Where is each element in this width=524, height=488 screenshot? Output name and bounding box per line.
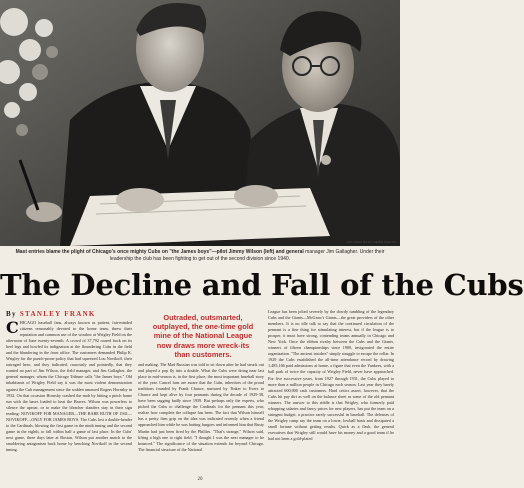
column-3-text: League has been jolted severely by the dowdy tumbling of the legendary Cubs and the Giants—McGraw's Giants—the great providers of the other members. It is no idle talk to say that the continued circulation of the pennant is a fine thing for stimulating interest, but if the league is to prosper, it must have strong, contending teams annually in Chicago and New York. Once the ribbon rivalry between the Cubs and the Giants, winners of fifteen championships since 1900, invigorated the entire organization. "The ancient insiders" simply struggle to escape the cellar. In 1929 the Cubs established the all-time attendance record by drawing 1,485,166 paid admissions at home, a figure that even the Yankees, with a ball park of twice the capacity of Wrigley Field, never have approached. For five successive years, from 1927 through 1931, the Cubs played to more than a million people in Chicago each season. Last year they barely attracted 600,000 cash customers. Hard critics assert, however, that the Cubs hit pay dirt as well on the balance sheet as some of the old pennant winners. The answer to this riddle is that Wrigley, who formerly paid whopping salaries and fancy prices for new players, has put the team on a stringent budget, a practice rarely successful in baseball. The defenses of the Wrigley camp say the team on a lower, lowball basis and dissipated a small fortune without getting results. Quick as a flash, the general executives that Wrigley still would have his money and a good team if he had not been a gold-plated — [268, 309, 394, 441]
pull-quote: Outraded, outsmarted, outplayed, the one-time gold mine of the National League now draws more wreck-its than customers. — [152, 313, 254, 359]
column-1-text: HICAGO baseball fans, always known as patient, fair-minded citizens reasonably devoted to the home team, threw their reputation and common use of the window at Wrigley Field on the afternoon of June twenty-seventh. A crowd of 37,792 roared back on its heel legs and howled its indignation at the floundering Cubs in the field and the blundering in the front office. The customers demanded Philip K. Wrigley for the punch-prone policy that had squeezed Lou Novikoff, their outraged hero, and they indicated, raucously and pointedly, that they wanted no part of Jim Wilson, the field manager, and Jim Gallagher, the general manager, whom the Chicago Tribune calls "the James boys." Old inhabitants of Wrigley Field say it was the most violent demonstration against the Cub management since the sodden amassed Rogers Hornsby in 1932. On that occasion Hornsby crashed the mob by hitting a pinch home run with the bases loaded to beat the Braves. Wilson was powerless to silence the uproar, or to make the bleacher slanders stay in their sign reading: NOVIKOFF FOR MANAGER—THE BABE RUTH OF 1941—NOVIKOFF—ONLY FOR JAMES BOYS. The Cubs lost a double-header to the Cardinals, blowing the first game in the ninth inning and the second game in the eighth, to fall within half a game of last place. In the Cubs' next game, three days later at Boston, Wilson put another match to the smoldering antagonism back home by benching Novikoff in the second inning. — [6, 320, 132, 452]
hero-photo — [0, 0, 400, 246]
caption-rest: manager Jim Gallagher. Under their leadership the club has been fighting to get out of the second division since 1940. — [109, 249, 385, 262]
photo-illustration — [0, 0, 400, 246]
column-2-text: and making. The Mad Russian was told to sit down after he had struck out and played a pop fly into a double. What the Cubs were doing near last place in mid-season is, in the first place, the most important baseball story of the year. Cancel fans are aware that the Cubs, inheritors of the proud traditions founded by Frank Chance, nurtured by Tinker to Evers to Chance and kept alive by four pennants during the decade of 1929-38, have been sagging badly since 1939. But perhaps only the experts, who picked the Cubs to challenge the Cardinals for the pennant this year, realize how complete the collapse has been. The fact that Wilson himself has a pretty firm grip on the idea was indicated recently when a friend approached him while he was batting fungoes and informed him that Rusty Martin had just been fired by the Phillies. "That's strange," Wilson said, lifting a high one to right field. "I thought I was the next manager to be bounced." The significance of the situation extends far beyond Chicago. The financial structure of the National — [138, 362, 264, 452]
byline — [6, 310, 126, 318]
photo-credit: CHICAGO DAILY NEWS PHOTO — [346, 240, 396, 244]
article-column-2 — [138, 362, 264, 472]
page-number: 20 — [197, 477, 203, 482]
article-column-3 — [268, 309, 394, 472]
caption-lead: Mast entries blame the plight of Chicago's once mighty Cubs on "the James boys"—pilot Jimmy Wilson (left) and general — [15, 249, 304, 255]
byline-author: STANLEY FRANK — [19, 310, 96, 318]
article-headline: The Decline and Fall of the Cubs — [0, 268, 524, 302]
photo-caption — [10, 249, 390, 262]
article-column-1 — [6, 320, 132, 472]
drop-cap: C — [6, 318, 19, 337]
byline-prefix: By — [6, 310, 17, 318]
